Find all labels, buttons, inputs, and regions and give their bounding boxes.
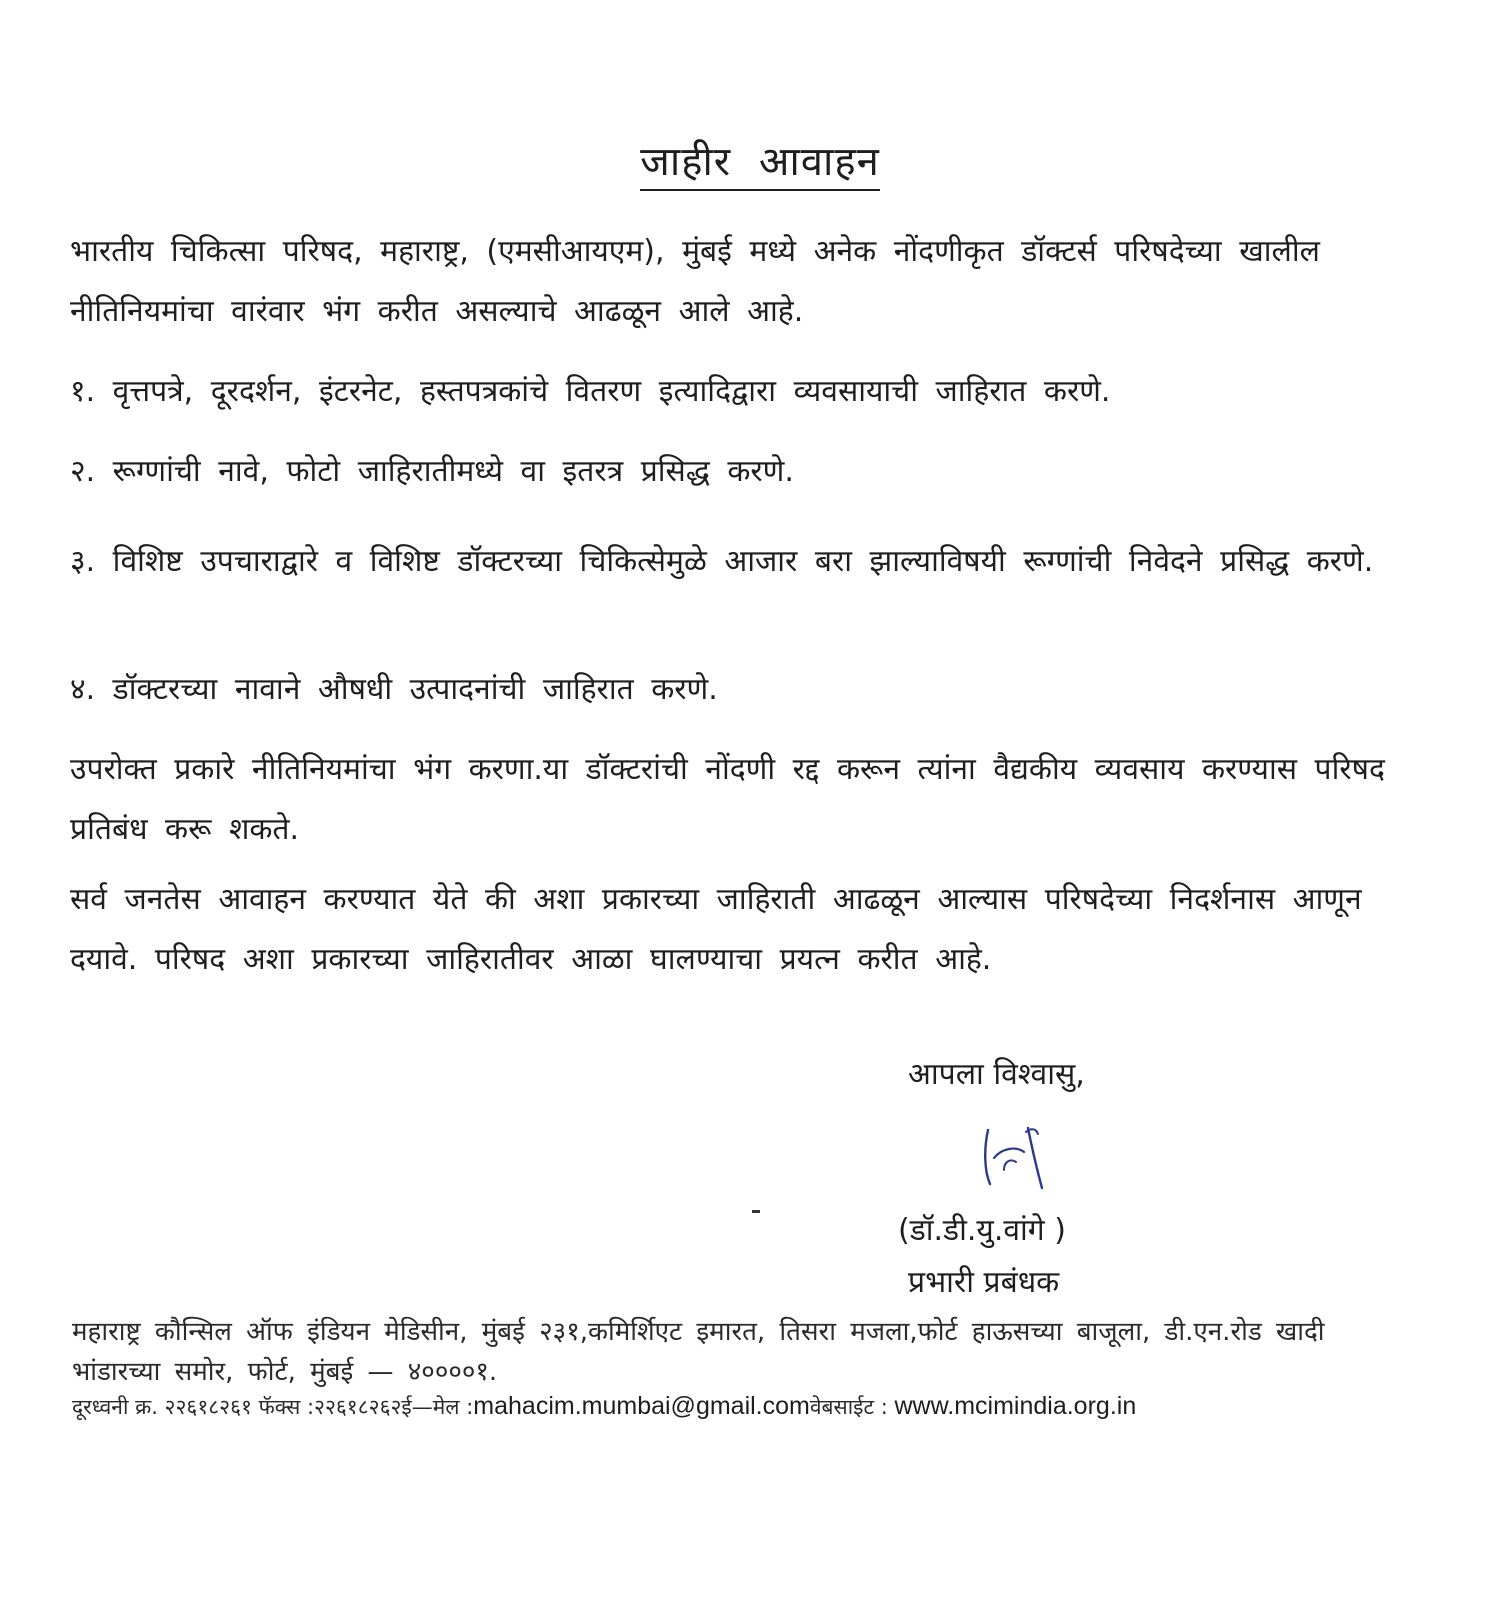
footer-address: महाराष्ट्र कौन्सिल ऑफ इंडियन मेडिसीन, मुंबई २३१,कमिर्शिएट इमारत, तिसरा मजला,फोर्ट हाऊसच्या बाजूला, डी.एन.रोड खादी भांडारच्या समोर, फोर्ट, मुंबई — ४००००१. [72, 1317, 1325, 1387]
rule-item-1: १. वृत्तपत्रे, दूरदर्शन, इंटरनेट, हस्तपत्रकांचे वितरण इत्यादिद्वारा व्यवसायाची जाहिरात करणे. [70, 374, 1111, 409]
footer-contact-line [72, 1392, 1472, 1421]
phone-fax-label: दूरध्वनी क्र. २२६१८२६१ फॅक्स :२२६१८२६२ई—मेल : [72, 1395, 474, 1419]
rule-item-3: ३. विशिष्ट उपचाराद्वारे व विशिष्ट डॉक्टरच्या चिकित्सेमुळे आजार बरा झाल्याविषयी रूग्णांची निवेदने प्रसिद्ध करणे. [70, 544, 1374, 579]
handwritten-signature [980, 1118, 1060, 1198]
signer-name: (डॉ.डी.यु.वांगे ) [898, 1213, 1066, 1248]
scan-speck [752, 1210, 760, 1213]
signer-designation: प्रभारी प्रबंधक [908, 1265, 1060, 1300]
website-label: वेबसाईट : [809, 1395, 895, 1419]
website-link[interactable]: www.mcimindia.org.in [894, 1392, 1137, 1420]
consequence-paragraph: उपरोक्त प्रकारे नीतिनियमांचा भंग करणा.या डॉक्टरांची नोंदणी रद्द करून त्यांना वैद्यकीय व्यवसाय करण्यास परिषद प्रतिबंध करू शकते. [70, 752, 1385, 847]
appeal-paragraph: सर्व जनतेस आवाहन करण्यात येते की अशा प्रकारच्या जाहिराती आढळून आल्यास परिषदेच्या निदर्शनास आणून दयावे. परिषद अशा प्रकारच्या जाहिरातीवर आळा घालण्याचा प्रयत्न करीत आहे. [70, 882, 1362, 977]
rule-item-2: २. रूग्णांची नावे, फोटो जाहिरातीमध्ये वा इतरत्र प्रसिद्ध करणे. [70, 454, 794, 489]
intro-paragraph: भारतीय चिकित्सा परिषद, महाराष्ट्र, (एमसीआयएम), मुंबई मध्ये अनेक नोंदणीकृत डॉक्टर्स परिषदेच्या खालील नीतिनियमांचा वारंवार भंग करीत असल्याचे आढळून आले आहे. [70, 234, 1321, 329]
notice-title [0, 132, 1492, 191]
email-link[interactable]: mahacim.mumbai@gmail.com [473, 1392, 810, 1420]
notice-title-text: जाहीर आवाहन [640, 132, 880, 191]
rule-item-4: ४. डॉक्टरच्या नावाने औषधी उत्पादनांची जाहिरात करणे. [70, 672, 718, 707]
closing-salutation: आपला विश्वासु, [908, 1057, 1085, 1092]
